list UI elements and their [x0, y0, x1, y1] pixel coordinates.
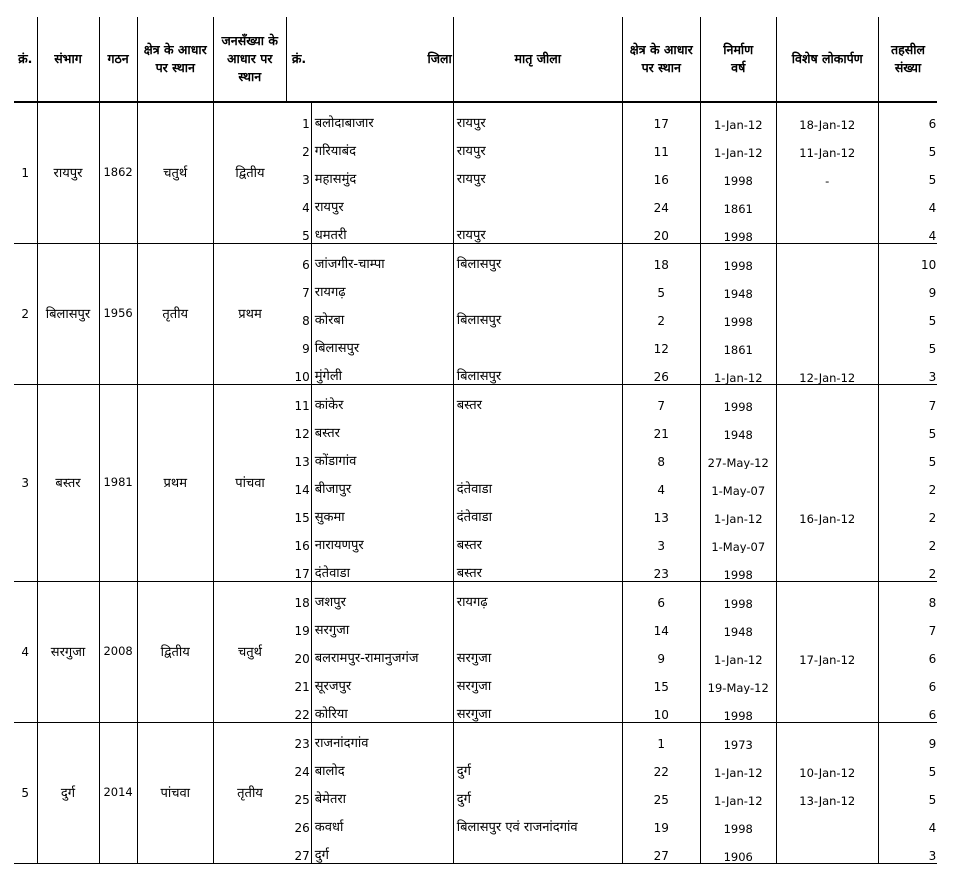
header-jila: जिला: [311, 17, 453, 102]
area-rank: 6: [622, 582, 700, 611]
district-number: 14: [294, 483, 310, 497]
parent-district: दुर्ग: [453, 751, 622, 779]
area-rank: 1: [622, 723, 700, 752]
area-rank: 8: [622, 441, 700, 469]
tehsil-count: 2: [878, 469, 937, 497]
district-number: 9: [302, 342, 310, 356]
area-rank: 11: [622, 131, 700, 159]
formation-year: 1861: [700, 328, 776, 356]
special-inauguration: [776, 469, 878, 497]
formation-year: 1-May-07: [700, 469, 776, 497]
area-rank: 16: [622, 159, 700, 187]
parent-district: सरगुजा: [453, 638, 622, 666]
tehsil-count: 6: [878, 638, 937, 666]
district-name: बेमेतरा: [311, 779, 453, 807]
tehsil-count: 5: [878, 159, 937, 187]
district-name: गरियाबंद: [311, 131, 453, 159]
division-population-rank: तृतीय: [213, 723, 286, 864]
parent-district: रायपुर: [453, 102, 622, 131]
formation-year: 1948: [700, 272, 776, 300]
formation-year: 1861: [700, 187, 776, 215]
division-area-rank: चतुर्थ: [137, 102, 213, 244]
special-inauguration: 18-Jan-12: [776, 102, 878, 131]
district-number: 25: [294, 793, 310, 807]
district-name: बस्तर: [311, 413, 453, 441]
area-rank: 12: [622, 328, 700, 356]
formation-year: 1973: [700, 723, 776, 752]
tehsil-count: 4: [878, 215, 937, 244]
parent-district: बस्तर: [453, 553, 622, 582]
parent-district: सरगुजा: [453, 666, 622, 694]
division-formed-year: 2014: [99, 723, 137, 864]
formation-year: 1998: [700, 694, 776, 723]
tehsil-count: 5: [878, 300, 937, 328]
district-name: बिलासपुर: [311, 328, 453, 356]
division-population-rank: चतुर्थ: [213, 582, 286, 723]
tehsil-count: 5: [878, 328, 937, 356]
formation-year: 1-May-07: [700, 525, 776, 553]
special-inauguration: [776, 441, 878, 469]
district-table: [14, 17, 937, 864]
tehsil-count: 5: [878, 131, 937, 159]
parent-district: दुर्ग: [453, 779, 622, 807]
header-kshetra-sthan2: क्षेत्र के आधार पर स्थान: [622, 17, 700, 102]
division-number: 1: [14, 102, 37, 244]
parent-district: बिलासपुर एवं राजनांदगांव: [453, 807, 622, 835]
division-area-rank: द्वितीय: [137, 582, 213, 723]
area-rank: 23: [622, 553, 700, 582]
table-header: [14, 17, 937, 102]
special-inauguration: 13-Jan-12: [776, 779, 878, 807]
district-number: 13: [294, 455, 310, 469]
parent-district: [453, 413, 622, 441]
tehsil-count: 3: [878, 835, 937, 864]
formation-year: 1998: [700, 553, 776, 582]
area-rank: 27: [622, 835, 700, 864]
header-kr: क्रं.: [14, 17, 37, 102]
area-rank: 9: [622, 638, 700, 666]
formation-year: 1998: [700, 159, 776, 187]
area-rank: 26: [622, 356, 700, 385]
table-row: [14, 102, 937, 131]
special-inauguration: [776, 413, 878, 441]
special-inauguration: [776, 553, 878, 582]
district-table-sheet: [14, 17, 937, 864]
tehsil-count: 5: [878, 779, 937, 807]
district-number: 18: [294, 596, 310, 610]
district-name: कोरिया: [311, 694, 453, 723]
district-number: 7: [302, 286, 310, 300]
tehsil-count: 9: [878, 723, 937, 752]
parent-district: सरगुजा: [453, 694, 622, 723]
tehsil-count: 5: [878, 413, 937, 441]
area-rank: 21: [622, 413, 700, 441]
formation-year: 1948: [700, 413, 776, 441]
tehsil-count: 2: [878, 497, 937, 525]
district-name: महासमुंद: [311, 159, 453, 187]
special-inauguration: [776, 215, 878, 244]
special-inauguration: [776, 328, 878, 356]
special-inauguration: [776, 272, 878, 300]
header-sambhag: संभाग: [37, 17, 99, 102]
division-name: बस्तर: [37, 385, 99, 582]
tehsil-count: 4: [878, 807, 937, 835]
division-formed-year: 1981: [99, 385, 137, 582]
formation-year: 1998: [700, 215, 776, 244]
special-inauguration: [776, 385, 878, 414]
area-rank: 3: [622, 525, 700, 553]
area-rank: 4: [622, 469, 700, 497]
district-name: जांजगीर-चाम्पा: [311, 244, 453, 273]
tehsil-count: 9: [878, 272, 937, 300]
special-inauguration: [776, 187, 878, 215]
parent-district: दंतेवाडा: [453, 469, 622, 497]
district-name: दंतेवाडा: [311, 553, 453, 582]
tehsil-count: 2: [878, 553, 937, 582]
special-inauguration: [776, 300, 878, 328]
formation-year: 1-Jan-12: [700, 638, 776, 666]
district-number: 10: [286, 356, 311, 385]
tehsil-count: 6: [878, 666, 937, 694]
district-number: 15: [294, 511, 310, 525]
tehsil-count: 7: [878, 385, 937, 414]
parent-district: बस्तर: [453, 385, 622, 414]
parent-district: रायपुर: [453, 131, 622, 159]
tehsil-count: 2: [878, 525, 937, 553]
parent-district: बिलासपुर: [453, 244, 622, 273]
parent-district: रायपुर: [453, 215, 622, 244]
district-number: 22: [286, 694, 311, 723]
district-number: 2: [302, 145, 310, 159]
district-name: कवर्धा: [311, 807, 453, 835]
formation-year: 1906: [700, 835, 776, 864]
area-rank: 7: [622, 385, 700, 414]
district-number: 11: [294, 399, 310, 413]
district-number: 5: [286, 215, 311, 244]
table-row: [14, 582, 937, 611]
parent-district: [453, 328, 622, 356]
area-rank: 18: [622, 244, 700, 273]
division-population-rank: द्वितीय: [213, 102, 286, 244]
tehsil-count: 6: [878, 694, 937, 723]
special-inauguration: [776, 694, 878, 723]
special-inauguration: [776, 582, 878, 611]
formation-year: 1948: [700, 610, 776, 638]
special-inauguration: [776, 835, 878, 864]
area-rank: 13: [622, 497, 700, 525]
district-name: कोंडागांव: [311, 441, 453, 469]
tehsil-count: 5: [878, 441, 937, 469]
district-number: 20: [294, 652, 310, 666]
district-name: सुकमा: [311, 497, 453, 525]
formation-year: 1998: [700, 244, 776, 273]
district-name: बलरामपुर-रामानुजगंज: [311, 638, 453, 666]
division-number: 5: [14, 723, 37, 864]
header-tehsil-sankhya: तहसील संख्या: [878, 17, 937, 102]
district-name: सरगुजा: [311, 610, 453, 638]
special-inauguration: 17-Jan-12: [776, 638, 878, 666]
formation-year: 1-Jan-12: [700, 751, 776, 779]
parent-district: रायगढ़: [453, 582, 622, 611]
table-body: [14, 102, 937, 864]
district-number: 24: [294, 765, 310, 779]
district-number: 16: [294, 539, 310, 553]
district-name: रायपुर: [311, 187, 453, 215]
table-row: [14, 244, 937, 273]
district-name: धमतरी: [311, 215, 453, 244]
header-kshetra-sthan: क्षेत्र के आधार पर स्थान: [137, 17, 213, 102]
division-number: 3: [14, 385, 37, 582]
header-kr2: क्रं.: [286, 17, 311, 102]
parent-district: [453, 835, 622, 864]
division-formed-year: 2008: [99, 582, 137, 723]
special-inauguration: [776, 610, 878, 638]
special-inauguration: -: [776, 159, 878, 187]
formation-year: 1-Jan-12: [700, 779, 776, 807]
tehsil-count: 3: [878, 356, 937, 385]
special-inauguration: 16-Jan-12: [776, 497, 878, 525]
tehsil-count: 10: [878, 244, 937, 273]
parent-district: दंतेवाडा: [453, 497, 622, 525]
special-inauguration: 10-Jan-12: [776, 751, 878, 779]
header-vishesh-lokarpan: विशेष लोकार्पण: [776, 17, 878, 102]
area-rank: 22: [622, 751, 700, 779]
formation-year: 1-Jan-12: [700, 131, 776, 159]
special-inauguration: [776, 666, 878, 694]
division-population-rank: प्रथम: [213, 244, 286, 385]
parent-district: [453, 723, 622, 752]
district-name: जशपुर: [311, 582, 453, 611]
division-name: दुर्ग: [37, 723, 99, 864]
district-number: 6: [302, 258, 310, 272]
area-rank: 19: [622, 807, 700, 835]
district-name: दुर्ग: [311, 835, 453, 864]
district-name: कांकेर: [311, 385, 453, 414]
tehsil-count: 4: [878, 187, 937, 215]
area-rank: 10: [622, 694, 700, 723]
district-number: 17: [286, 553, 311, 582]
area-rank: 5: [622, 272, 700, 300]
table-row: [14, 385, 937, 414]
header-gathan: गठन: [99, 17, 137, 102]
area-rank: 15: [622, 666, 700, 694]
district-number: 1: [302, 117, 310, 131]
formation-year: 1998: [700, 385, 776, 414]
special-inauguration: 12-Jan-12: [776, 356, 878, 385]
formation-year: 27-May-12: [700, 441, 776, 469]
header-jansankhya-sthan: जनसँख्या के आधार पर स्थान: [213, 17, 286, 102]
division-formed-year: 1862: [99, 102, 137, 244]
area-rank: 25: [622, 779, 700, 807]
formation-year: 1998: [700, 582, 776, 611]
district-number: 21: [294, 680, 310, 694]
district-name: बीजापुर: [311, 469, 453, 497]
division-name: रायपुर: [37, 102, 99, 244]
district-number: 3: [302, 173, 310, 187]
district-name: कोरबा: [311, 300, 453, 328]
division-number: 2: [14, 244, 37, 385]
area-rank: 20: [622, 215, 700, 244]
parent-district: [453, 441, 622, 469]
special-inauguration: [776, 723, 878, 752]
special-inauguration: [776, 525, 878, 553]
area-rank: 17: [622, 102, 700, 131]
formation-year: 19-May-12: [700, 666, 776, 694]
district-name: रायगढ़: [311, 272, 453, 300]
division-area-rank: प्रथम: [137, 385, 213, 582]
parent-district: बिलासपुर: [453, 356, 622, 385]
formation-year: 1-Jan-12: [700, 356, 776, 385]
district-name: बलोदाबाजार: [311, 102, 453, 131]
district-number: 26: [294, 821, 310, 835]
parent-district: रायपुर: [453, 159, 622, 187]
district-number: 8: [302, 314, 310, 328]
district-name: राजनांदगांव: [311, 723, 453, 752]
division-number: 4: [14, 582, 37, 723]
district-number: 19: [294, 624, 310, 638]
header-matru-jila: मातृ जीला: [453, 17, 622, 102]
district-name: मुंगेली: [311, 356, 453, 385]
table-row: [14, 723, 937, 752]
division-formed-year: 1956: [99, 244, 137, 385]
formation-year: 1-Jan-12: [700, 497, 776, 525]
formation-year: 1-Jan-12: [700, 102, 776, 131]
parent-district: बस्तर: [453, 525, 622, 553]
parent-district: [453, 610, 622, 638]
district-number: 12: [294, 427, 310, 441]
area-rank: 2: [622, 300, 700, 328]
formation-year: 1998: [700, 807, 776, 835]
formation-year: 1998: [700, 300, 776, 328]
parent-district: [453, 187, 622, 215]
district-name: सूरजपुर: [311, 666, 453, 694]
division-population-rank: पांचवा: [213, 385, 286, 582]
area-rank: 14: [622, 610, 700, 638]
division-area-rank: तृतीय: [137, 244, 213, 385]
tehsil-count: 7: [878, 610, 937, 638]
parent-district: बिलासपुर: [453, 300, 622, 328]
district-name: नारायणपुर: [311, 525, 453, 553]
tehsil-count: 6: [878, 102, 937, 131]
district-name: बालोद: [311, 751, 453, 779]
district-number: 4: [302, 201, 310, 215]
division-name: बिलासपुर: [37, 244, 99, 385]
tehsil-count: 8: [878, 582, 937, 611]
special-inauguration: [776, 807, 878, 835]
special-inauguration: 11-Jan-12: [776, 131, 878, 159]
division-name: सरगुजा: [37, 582, 99, 723]
special-inauguration: [776, 244, 878, 273]
division-area-rank: पांचवा: [137, 723, 213, 864]
tehsil-count: 5: [878, 751, 937, 779]
district-number: 27: [286, 835, 311, 864]
parent-district: [453, 272, 622, 300]
district-number: 23: [294, 737, 310, 751]
area-rank: 24: [622, 187, 700, 215]
header-nirman-varsh: निर्माण वर्ष: [700, 17, 776, 102]
